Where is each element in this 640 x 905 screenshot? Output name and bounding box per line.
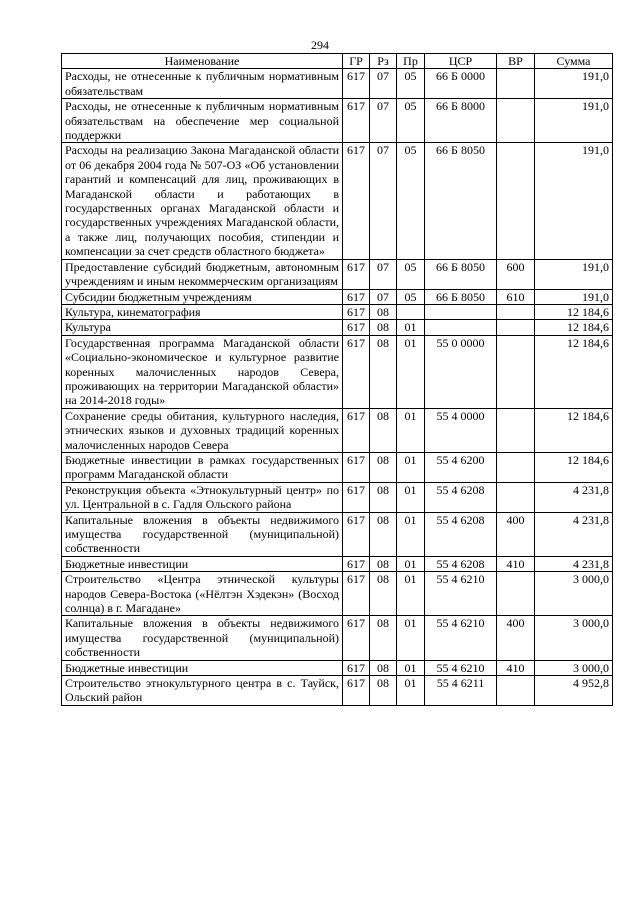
cell-vr xyxy=(497,304,535,319)
table-row xyxy=(62,676,613,706)
table-row xyxy=(62,408,613,452)
cell-pr: 05 xyxy=(397,289,425,304)
cell-sum: 3 000,0 xyxy=(535,616,613,660)
cell-name: Строительство «Центра этнической культуры народов Севера-Востока («Нёлтэн Хэдекэн» (Восход солнца) в г. Магадане» xyxy=(62,572,343,616)
cell-rz: 08 xyxy=(370,482,397,512)
cell-vr xyxy=(497,320,535,335)
cell-rz: 08 xyxy=(370,676,397,706)
table-row xyxy=(62,69,613,99)
cell-rz: 08 xyxy=(370,556,397,571)
cell-rz: 08 xyxy=(370,304,397,319)
cell-vr: 410 xyxy=(497,660,535,675)
header-rz: Рз xyxy=(370,54,397,69)
table-row xyxy=(62,572,613,616)
cell-name: Расходы, не отнесенные к публичным нормативным обязательствам xyxy=(62,69,343,99)
cell-sum: 191,0 xyxy=(535,99,613,143)
cell-sum: 4 952,8 xyxy=(535,676,613,706)
cell-gr: 617 xyxy=(343,660,370,675)
cell-name: Капитальные вложения в объекты недвижимого имущества государственной (муниципальной) собственности xyxy=(62,512,343,556)
cell-name: Бюджетные инвестиции в рамках государственных программ Магаданской области xyxy=(62,452,343,482)
header-csr: ЦСР xyxy=(425,54,497,69)
cell-vr xyxy=(497,676,535,706)
cell-rz: 07 xyxy=(370,99,397,143)
cell-rz: 08 xyxy=(370,452,397,482)
cell-csr xyxy=(425,320,497,335)
cell-pr: 01 xyxy=(397,452,425,482)
cell-csr: 55 4 6210 xyxy=(425,572,497,616)
table-row xyxy=(62,143,613,259)
cell-sum: 4 231,8 xyxy=(535,482,613,512)
cell-pr xyxy=(397,304,425,319)
cell-rz: 07 xyxy=(370,259,397,289)
cell-sum: 12 184,6 xyxy=(535,408,613,452)
table-row xyxy=(62,304,613,319)
cell-name: Бюджетные инвестиции xyxy=(62,556,343,571)
cell-csr: 55 4 6208 xyxy=(425,512,497,556)
cell-csr: 66 Б 8050 xyxy=(425,289,497,304)
cell-vr xyxy=(497,335,535,408)
cell-name: Культура xyxy=(62,320,343,335)
cell-pr: 05 xyxy=(397,143,425,259)
cell-vr xyxy=(497,452,535,482)
cell-pr: 01 xyxy=(397,616,425,660)
cell-name: Реконструкция объекта «Этнокультурный центр» по ул. Центральной в с. Гадля Ольского района xyxy=(62,482,343,512)
cell-gr: 617 xyxy=(343,616,370,660)
cell-vr: 610 xyxy=(497,289,535,304)
cell-gr: 617 xyxy=(343,259,370,289)
cell-name: Капитальные вложения в объекты недвижимого имущества государственной (муниципальной) собственности xyxy=(62,616,343,660)
cell-csr: 55 0 0000 xyxy=(425,335,497,408)
cell-rz: 07 xyxy=(370,143,397,259)
header-sum: Сумма xyxy=(535,54,613,69)
budget-table xyxy=(61,53,613,706)
cell-pr: 01 xyxy=(397,676,425,706)
cell-vr xyxy=(497,408,535,452)
cell-csr: 66 Б 8000 xyxy=(425,99,497,143)
header-gr: ГР xyxy=(343,54,370,69)
header-vr: ВР xyxy=(497,54,535,69)
cell-sum: 3 000,0 xyxy=(535,572,613,616)
cell-rz: 08 xyxy=(370,572,397,616)
cell-csr: 55 4 6211 xyxy=(425,676,497,706)
header-pr: Пр xyxy=(397,54,425,69)
cell-pr: 01 xyxy=(397,572,425,616)
cell-name: Бюджетные инвестиции xyxy=(62,660,343,675)
table-row xyxy=(62,482,613,512)
cell-gr: 617 xyxy=(343,335,370,408)
cell-sum: 12 184,6 xyxy=(535,335,613,408)
cell-sum: 191,0 xyxy=(535,69,613,99)
cell-rz: 07 xyxy=(370,69,397,99)
cell-name: Сохранение среды обитания, культурного наследия, этнических языков и духовных традиций коренных малочисленных народов Севера xyxy=(62,408,343,452)
cell-rz: 08 xyxy=(370,512,397,556)
cell-gr: 617 xyxy=(343,572,370,616)
cell-gr: 617 xyxy=(343,289,370,304)
cell-pr: 05 xyxy=(397,259,425,289)
table-row xyxy=(62,259,613,289)
cell-rz: 08 xyxy=(370,335,397,408)
header-name: Наименование xyxy=(62,54,343,69)
table-row xyxy=(62,616,613,660)
cell-name: Субсидии бюджетным учреждениям xyxy=(62,289,343,304)
cell-name: Строительство этнокультурного центра в с. Тауйск, Ольский район xyxy=(62,676,343,706)
cell-gr: 617 xyxy=(343,556,370,571)
cell-csr: 55 4 6208 xyxy=(425,482,497,512)
table-row xyxy=(62,452,613,482)
cell-pr: 01 xyxy=(397,320,425,335)
table-row xyxy=(62,320,613,335)
cell-vr xyxy=(497,69,535,99)
cell-csr xyxy=(425,304,497,319)
cell-vr xyxy=(497,99,535,143)
cell-csr: 66 Б 0000 xyxy=(425,69,497,99)
cell-pr: 01 xyxy=(397,660,425,675)
cell-vr xyxy=(497,482,535,512)
cell-gr: 617 xyxy=(343,143,370,259)
cell-rz: 07 xyxy=(370,289,397,304)
cell-name: Государственная программа Магаданской области «Социально-экономическое и культурное развитие коренных малочисленных народов Севера, проживающих на территории Магаданской области» на 2014-2018 годы» xyxy=(62,335,343,408)
cell-gr: 617 xyxy=(343,69,370,99)
cell-sum: 191,0 xyxy=(535,289,613,304)
table-row xyxy=(62,512,613,556)
cell-gr: 617 xyxy=(343,452,370,482)
table-row xyxy=(62,99,613,143)
cell-csr: 55 4 0000 xyxy=(425,408,497,452)
cell-vr xyxy=(497,572,535,616)
cell-csr: 55 4 6208 xyxy=(425,556,497,571)
cell-name: Расходы, не отнесенные к публичным нормативным обязательствам на обеспечение мер социальной поддержки xyxy=(62,99,343,143)
cell-gr: 617 xyxy=(343,99,370,143)
cell-name: Предоставление субсидий бюджетным, автономным учреждениям и иным некоммерческим организациям xyxy=(62,259,343,289)
table-row xyxy=(62,556,613,571)
cell-sum: 191,0 xyxy=(535,143,613,259)
cell-vr xyxy=(497,143,535,259)
cell-sum: 3 000,0 xyxy=(535,660,613,675)
cell-sum: 12 184,6 xyxy=(535,304,613,319)
cell-name: Расходы на реализацию Закона Магаданской области от 06 декабря 2004 года № 507-ОЗ «Об установлении гарантий и компенсаций для лиц, проживающих в Магаданской области и работающих в государственных органах Магаданской области и государственных учреждениях Магаданской области, а также лиц, получающих пособия, стипендии и компенсации за счет средств областного бюджета» xyxy=(62,143,343,259)
table-header-row xyxy=(62,54,613,69)
cell-gr: 617 xyxy=(343,320,370,335)
page-number: 294 xyxy=(311,38,329,52)
cell-name: Культура, кинематография xyxy=(62,304,343,319)
cell-pr: 05 xyxy=(397,99,425,143)
cell-csr: 55 4 6210 xyxy=(425,660,497,675)
cell-vr: 600 xyxy=(497,259,535,289)
table-row xyxy=(62,335,613,408)
table-row xyxy=(62,289,613,304)
cell-pr: 01 xyxy=(397,335,425,408)
cell-sum: 4 231,8 xyxy=(535,556,613,571)
cell-pr: 05 xyxy=(397,69,425,99)
cell-csr: 55 4 6210 xyxy=(425,616,497,660)
cell-sum: 12 184,6 xyxy=(535,320,613,335)
cell-sum: 12 184,6 xyxy=(535,452,613,482)
cell-vr: 410 xyxy=(497,556,535,571)
cell-rz: 08 xyxy=(370,660,397,675)
cell-csr: 55 4 6200 xyxy=(425,452,497,482)
cell-gr: 617 xyxy=(343,482,370,512)
cell-rz: 08 xyxy=(370,616,397,660)
cell-vr: 400 xyxy=(497,512,535,556)
table-row xyxy=(62,660,613,675)
cell-vr: 400 xyxy=(497,616,535,660)
cell-gr: 617 xyxy=(343,408,370,452)
cell-sum: 191,0 xyxy=(535,259,613,289)
cell-gr: 617 xyxy=(343,512,370,556)
cell-gr: 617 xyxy=(343,676,370,706)
cell-sum: 4 231,8 xyxy=(535,512,613,556)
cell-csr: 66 Б 8050 xyxy=(425,143,497,259)
cell-pr: 01 xyxy=(397,556,425,571)
cell-pr: 01 xyxy=(397,512,425,556)
cell-csr: 66 Б 8050 xyxy=(425,259,497,289)
cell-pr: 01 xyxy=(397,408,425,452)
cell-pr: 01 xyxy=(397,482,425,512)
cell-rz: 08 xyxy=(370,320,397,335)
cell-rz: 08 xyxy=(370,408,397,452)
cell-gr: 617 xyxy=(343,304,370,319)
